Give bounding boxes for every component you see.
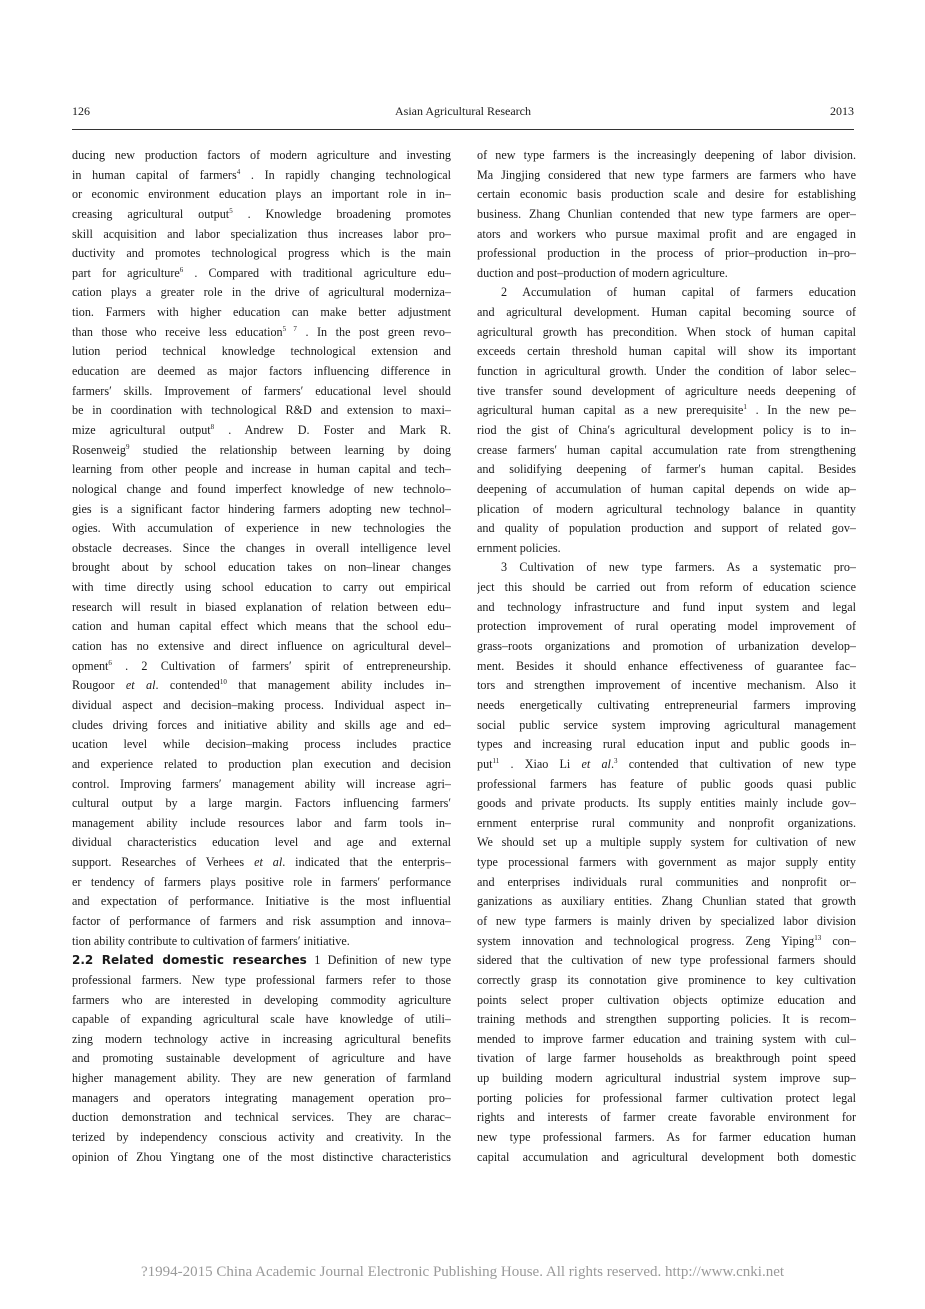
text-line: and agricultural development. Human capital becoming source of — [477, 305, 856, 320]
page-number: 126 — [72, 104, 90, 118]
text-line: training methods and strengthen supporting policies. It is recom– — [477, 1012, 856, 1027]
text-line: certain economic basis production scale and desire for establishing — [477, 187, 856, 202]
text-line: support. Researches of Verhees et al. indicated that the enterpris– — [72, 855, 451, 870]
text-line: exceeds certain threshold human capital will show its important — [477, 344, 856, 359]
text-line: tion. Farmers with higher education can make better adjustment — [72, 305, 451, 320]
citation-ref: 6 — [108, 658, 112, 667]
text-line: capable of expanding agricultural scale have knowledge of utili– — [72, 1012, 451, 1027]
text-line: Rougoor et al. contended$^{10}$ that management ability includes in– — [72, 678, 451, 693]
text-line: up building modern agricultural industrial system improve sup– — [477, 1071, 856, 1086]
text-line: function in agricultural growth. Under the condition of labor selec– — [477, 364, 856, 379]
text-line: and quality of population production and support of related gov– — [477, 521, 856, 536]
citation-ref: 11 — [492, 756, 500, 765]
copyright-footer: ?1994-2015 China Academic Journal Electronic Publishing House. All rights reserved. http://www.cnki.net — [140, 1264, 785, 1280]
text-line: and technology infrastructure and fund input system and legal — [477, 599, 856, 614]
italic-text: et al — [254, 855, 283, 870]
citation-ref: 3 — [613, 756, 618, 765]
text-line: opment$^6$ . 2 Cultivation of farmers′ spirit of entrepreneurship. — [72, 658, 451, 673]
text-line: goods and private products. Its supply entities mainly include gov– — [477, 796, 856, 811]
citation-ref: 8 — [210, 422, 215, 431]
text-line: cation has no extensive and direct influence on agricultural devel– — [72, 639, 451, 654]
left-column — [72, 146, 451, 1167]
text-line: crease farmers′ human capital accumulation rate from strengthening — [477, 442, 856, 457]
text-line: and promoting sustainable development of agriculture and have — [72, 1051, 451, 1066]
text-line: types and increasing rural education input and public goods in– — [477, 737, 856, 752]
text-line: type processional farmers with government as major supply entity — [477, 855, 856, 870]
text-line: agricultural human capital as a new prerequisite$^1$ . In the new pe– — [477, 403, 856, 418]
citation-ref: 5 — [229, 206, 233, 215]
text-line: riod the gist of China′s agricultural development policy is to in– — [477, 422, 856, 437]
text-line: learning from other people and increase in human capital and tech– — [72, 462, 451, 477]
text-line: managers and operators integrating management operation pro– — [72, 1090, 451, 1105]
citation-ref: 1 — [743, 403, 747, 412]
text-line: deepening of accumulation of human capital depends on wide ap– — [477, 481, 856, 496]
text-line: ductivity and promotes technological progress which is the main — [72, 246, 451, 261]
text-line: system innovation and technological progress. Zeng Yiping$^{13}$ con– — [477, 933, 856, 948]
text-line: porting policies for professional farmer cultivation protect legal — [477, 1090, 856, 1105]
text-line: ernment policies. — [477, 540, 561, 555]
text-line: and expectation of performance. Initiative is the most influential — [72, 894, 451, 909]
citation-ref: 4 — [236, 167, 241, 176]
section-heading: 2.2 Related domestic researches — [72, 953, 307, 968]
citation-ref: 9 — [125, 442, 130, 451]
right-column — [477, 146, 856, 1167]
text-line: tion ability contribute to cultivation of farmers′ initiative. — [72, 933, 350, 948]
italic-text: et al — [125, 678, 156, 693]
text-line: and enterprises individuals rural communities and nonprofit or– — [477, 874, 856, 889]
text-line: part for agriculture$^6$ . Compared with traditional agriculture edu– — [72, 265, 451, 280]
text-line: Ma Jingjing considered that new type farmers are farmers who have — [477, 167, 856, 182]
text-line: be in coordination with technological R&D and extension to maxi– — [72, 403, 451, 418]
text-line: tivation of large farmer households as breakthrough point speed — [477, 1051, 856, 1066]
text-line: ucation level while decision–making process includes practice — [72, 737, 451, 752]
text-line: management ability include resources labor and farm tools in– — [72, 815, 451, 830]
text-line: sidered that the cultivation of new type professional farmers should — [477, 953, 856, 968]
text-line: or economic environment education plays an important role in in– — [72, 187, 451, 202]
text-line: cludes driving forces and initiative ability and skills age and ed– — [72, 717, 451, 732]
text-line: farmers′ skills. Improvement of farmers′ educational level should — [72, 383, 451, 398]
text-line: rights and interests of farmer create favorable environment for — [477, 1110, 856, 1125]
text-line: duction demonstration and technical services. They are charac– — [72, 1110, 451, 1125]
text-line: higher management ability. They are new generation of farmland — [72, 1071, 451, 1086]
text-line: points select proper cultivation objects optimize education and — [477, 992, 856, 1007]
text-line: and experience related to production plan execution and decision — [72, 756, 451, 771]
text-line: than those who receive less education$^{5 7}$ . In the post green revo– — [72, 324, 451, 339]
text-line: of new type farmers is mainly driven by specialized labor division — [477, 913, 856, 928]
text-line: dividual characteristics education level and age and external — [72, 835, 451, 850]
text-line: tive transfer sound development of agriculture needs deepening of — [477, 383, 856, 398]
text-line: farmers who are interested in developing commodity agriculture — [72, 992, 451, 1007]
text-line: We should set up a multiple supply system for cultivation of new — [477, 835, 856, 850]
text-line: brought about by school education takes on non–linear changes — [72, 560, 451, 575]
citation-ref: 10 — [219, 678, 227, 687]
citation-ref: 6 — [179, 265, 184, 274]
text-line: research will result in biased explanation of relation between edu– — [72, 599, 451, 614]
text-line: cation and human capital effect which means that the school edu– — [72, 619, 451, 634]
text-line: grass–roots organizations and promotion of urbanization develop– — [477, 639, 856, 654]
text-line: cation plays a greater role in the drive of agricultural moderniza– — [72, 285, 451, 300]
publication-year: 2013 — [830, 104, 854, 118]
text-line: factor of performance of farmers and risk assumption and innova– — [72, 913, 451, 928]
text-line: opinion of Zhou Yingtang one of the most distinctive characteristics — [72, 1149, 451, 1164]
italic-text: et al — [581, 756, 611, 771]
text-line: put$^{11}$ . Xiao Li et al.$^3$ contended that cultivation of new type — [477, 756, 856, 771]
text-line: needs energetically cultivating entrepreneurial farmers improving — [477, 697, 856, 712]
text-line: professional farmers has feature of public goods quasi public — [477, 776, 856, 791]
text-line: 3 Cultivation of new type farmers. As a systematic pro– — [501, 560, 856, 575]
text-line: new type professional farmers. As for farmer education human — [477, 1130, 856, 1145]
text-line: professional production in the process of prior–production in–pro– — [477, 246, 856, 261]
text-line: Rosenweig$^9$ studied the relationship between learning by doing — [72, 442, 451, 457]
text-line: 2 Accumulation of human capital of farmers education — [501, 285, 856, 300]
journal-title: Asian Agricultural Research — [395, 104, 531, 118]
header-rule — [72, 129, 854, 130]
text-line: dividual aspect and decision–making process. Individual aspect in– — [72, 697, 451, 712]
text-line: of new type farmers is the increasingly deepening of labor division. — [477, 148, 856, 162]
text-line: duction and post–production of modern agriculture. — [477, 265, 728, 280]
text-line: tors and strengthen improvement of incentive mechanism. Also it — [477, 678, 856, 693]
text-line: business. Zhang Chunlian contended that new type farmers are oper– — [477, 206, 856, 221]
text-line: er tendency of farmers plays positive role in farmers′ performance — [72, 874, 451, 889]
text-line: zing modern technology active in increasing agricultural benefits — [72, 1031, 451, 1046]
text-line: lution period technical knowledge technological extension and — [72, 344, 451, 359]
text-line: professional farmers. New type professional farmers refer to those — [72, 972, 451, 987]
text-line: control. Improving farmers′ management ability will increase agri– — [72, 776, 451, 791]
text-line: and solidifying deepening of farmer′s human capital. Besides — [477, 462, 856, 477]
text-line: capital accumulation and agricultural development both domestic — [477, 1149, 856, 1164]
text-line: ernment enterprise rural community and nonprofit organizations. — [477, 815, 856, 830]
text-line: ators and workers who pursue maximal profit and are engaged in — [477, 226, 856, 241]
text-line: skill acquisition and labor specialization thus increases labor pro– — [72, 226, 451, 241]
text-line: ogies. With accumulation of experience in new technologies the — [72, 521, 451, 536]
text-line: education are deemed as major factors influencing difference in — [72, 364, 451, 379]
text-line: social public service system improving agricultural management — [477, 717, 856, 732]
text-line: plication of modern agricultural technology balance in quantity — [477, 501, 856, 516]
text-line: gies is a significant factor hindering farmers adopting new technol– — [72, 501, 451, 516]
citation-ref: 13 — [814, 933, 822, 942]
text-line: nological change and found imperfect knowledge of new technolo– — [72, 481, 451, 496]
citation-ref: 5 7 — [282, 324, 297, 333]
text-line: mended to improve farmer education and training system with cul– — [477, 1031, 856, 1046]
text-line: ment. Besides it should enhance effectiveness of guarantee fac– — [477, 658, 856, 673]
text-line: terized by independency conscious activity and creativity. In the — [72, 1130, 451, 1145]
text-line: in human capital of farmers$^4$ . In rapidly changing technological — [72, 167, 451, 182]
text-line: 2.2 Related domestic researches 1 Definition of new type — [72, 953, 451, 968]
text-line: ganizations as auxiliary entities. Zhang Chunlian stated that growth — [477, 894, 856, 909]
text-line: cultural output by a large margin. Factors influencing farmers′ — [72, 796, 451, 811]
running-header — [72, 104, 854, 122]
text-line: with time directly using school education to carry out empirical — [72, 580, 451, 595]
text-line: ject this should be carried out from reform of education science — [477, 580, 856, 595]
text-line: agricultural growth has precondition. When stock of human capital — [477, 324, 856, 339]
text-line: protection improvement of rural operating model improvement of — [477, 619, 856, 634]
text-line: obstacle decreases. Since the changes in overall intelligence level — [72, 540, 451, 555]
text-line: creasing agricultural output$^5$ . Knowledge broadening promotes — [72, 206, 451, 221]
text-line: mize agricultural output$^8$ . Andrew D. Foster and Mark R. — [72, 422, 451, 437]
text-line: correctly grasp its connotation give prominence to key cultivation — [477, 972, 856, 987]
text-line: ducing new production factors of modern agriculture and investing — [72, 148, 451, 162]
